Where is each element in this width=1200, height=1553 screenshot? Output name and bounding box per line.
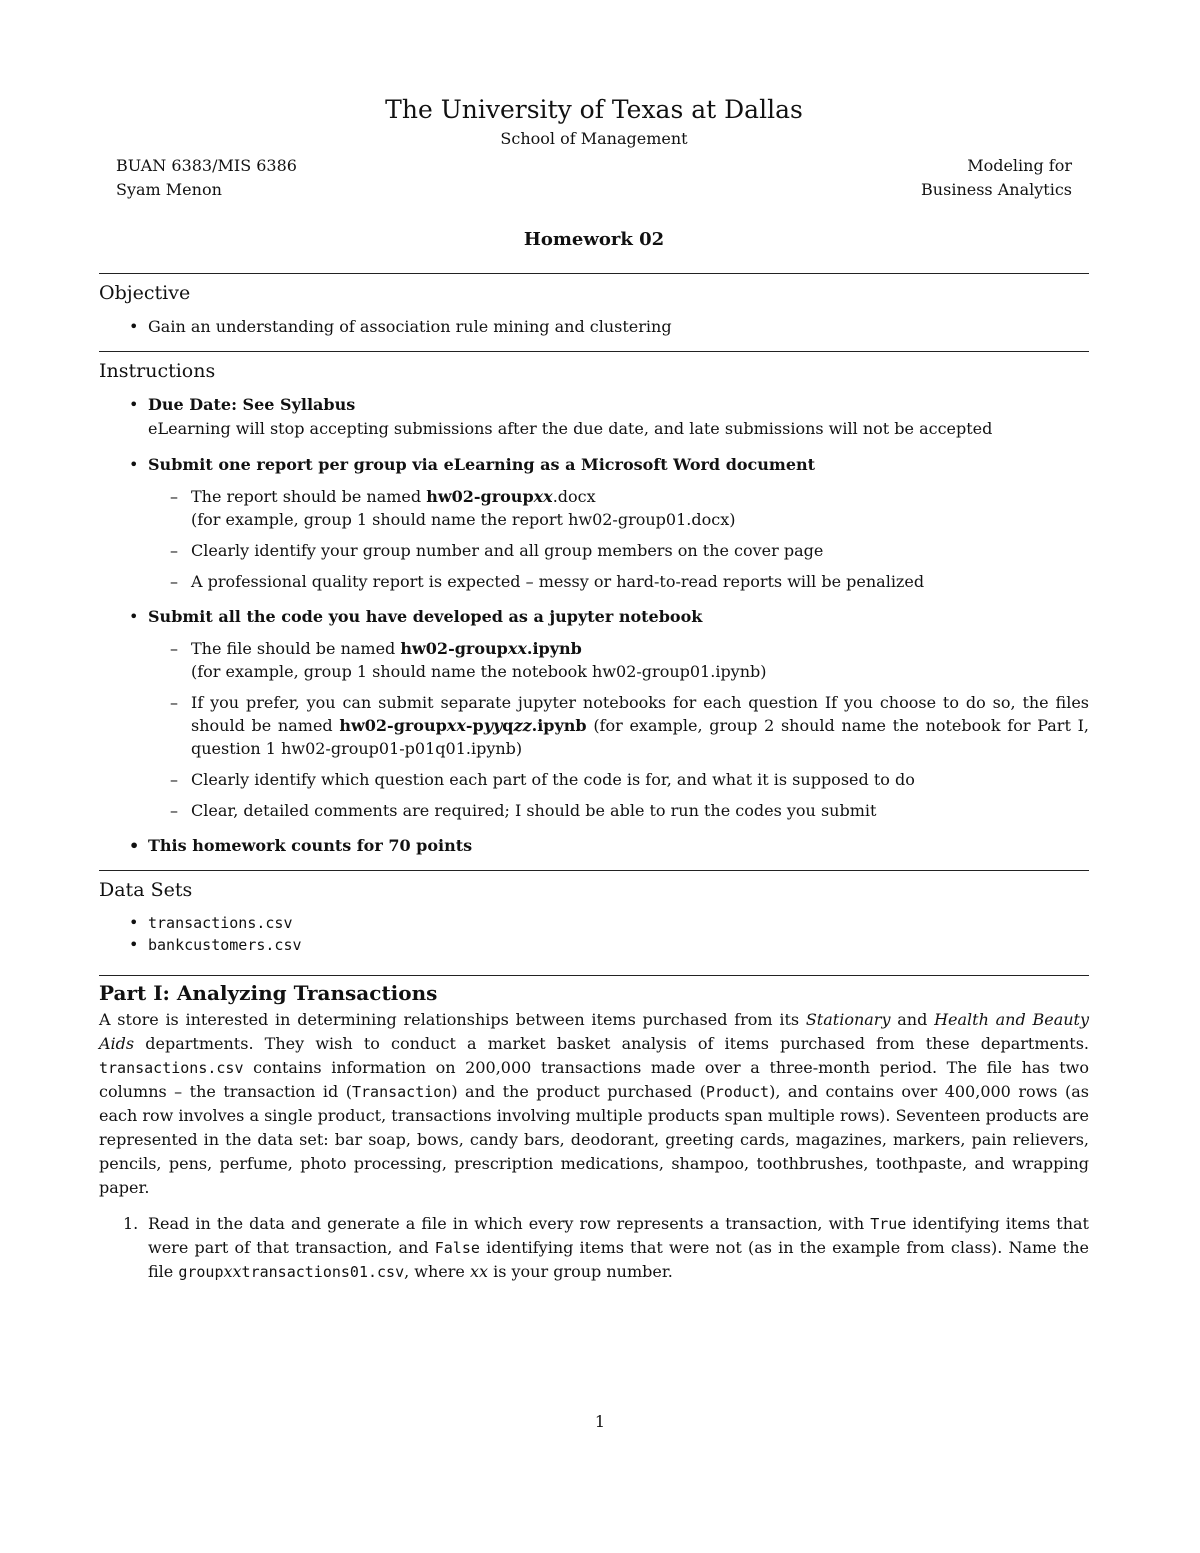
question-text: , where: [404, 1262, 470, 1281]
code-separate-item: [148, 691, 1089, 760]
code-literal: False: [434, 1239, 480, 1257]
datasets-list: [99, 912, 1089, 956]
code-filename-part: hw02-group: [400, 639, 508, 658]
output-filename-var: xx: [223, 1262, 242, 1281]
part1-description: [99, 1008, 1089, 1200]
question-number: 1.: [123, 1214, 139, 1233]
course-code: BUAN 6383/MIS 6386: [116, 156, 297, 175]
separate-example: (for example, group 2 should name the notebook for Part I, question 1 hw02-group01-p01q01.ipynb): [191, 716, 1089, 758]
dept-name: Stationary: [805, 1010, 891, 1029]
instructions-heading: Instructions: [99, 360, 216, 382]
instructions-list: [99, 393, 1089, 858]
course-info-left: [116, 154, 297, 202]
code-heading: • Submit all the code you have developed as a jupyter notebook: [148, 607, 703, 626]
desc-text: A store is interested in determining relationships between items purchased from its: [99, 1010, 806, 1029]
dataset-item: [99, 912, 1089, 934]
separate-filename-var: zz: [513, 716, 532, 735]
report-filename-part: hw02-group: [426, 487, 534, 506]
part1-heading: Part I: Analyzing Transactions: [99, 981, 438, 1005]
desc-text: and: [890, 1010, 935, 1029]
objective-item: • Gain an understanding of association rule mining and clustering: [99, 315, 1089, 339]
code-filename-ext: .ipynb: [526, 639, 582, 658]
section-divider: [99, 351, 1089, 352]
separate-filename-var: yy: [483, 716, 503, 735]
column-name: Product: [705, 1083, 770, 1101]
question-text: identifying items that were not (as in the example from class). Name the file: [148, 1238, 1090, 1281]
desc-text: ), and contains over 400,000 rows (as each row involves a single product, transactions involving multiple products span multiple rows). Seventeen products are represented in the data set: bar soap, bows, candy bars, deodorant, greeting cards, magazines, markers, pain relievers, pencils, pens, perfume, photo processing, prescription medications, shampoo, toothbrushes, toothpaste, and wrapping paper.: [99, 1082, 1089, 1197]
school-name: School of Management: [500, 129, 688, 148]
desc-text: contains information on 200,000 transactions made over a three-month period. The file has two columns – the transaction id (: [99, 1058, 1089, 1101]
homework-title: Homework 02: [523, 229, 665, 250]
output-filename: transactions01.csv: [241, 1263, 405, 1281]
report-filename-ext: .docx: [552, 487, 596, 506]
code-identify-item: – Clearly identify which question each part of the code is for, and what it is supposed to do: [148, 768, 1089, 791]
question-text: is your group number.: [488, 1262, 673, 1281]
column-name: Transaction: [352, 1083, 452, 1101]
code-naming-example: (for example, group 1 should name the notebook hw02-group01.ipynb): [191, 662, 767, 681]
code-literal: True: [870, 1215, 907, 1233]
document-page: [99, 90, 1089, 1284]
dataset-filename: bankcustomers.csv: [148, 936, 302, 954]
separate-filename-var: xx: [446, 716, 466, 735]
separate-text: If you prefer, you can submit separate jupyter notebooks for each question If you choose to do so, the files should be named: [191, 693, 1089, 735]
report-naming-text: The report should be named: [191, 487, 427, 506]
dataset-filename: transactions.csv: [148, 914, 293, 932]
dataset-filename: transactions.csv: [99, 1059, 244, 1077]
datasets-heading: Data Sets: [99, 879, 193, 901]
course-title-line1: Modeling for: [967, 156, 1072, 175]
section-divider: [99, 870, 1089, 871]
separate-filename-ext: .ipynb: [531, 716, 587, 735]
report-heading: • Submit one report per group via eLearning as a Microsoft Word document: [148, 455, 816, 474]
report-sublist: [148, 485, 1089, 593]
report-naming-item: [148, 485, 1089, 531]
code-comments-item: – Clear, detailed comments are required; I should be able to run the codes you submit: [148, 799, 1089, 822]
report-filename-var: xx: [533, 487, 553, 506]
desc-text: ) and the product purchased (: [451, 1082, 706, 1101]
group-var: xx: [469, 1262, 488, 1281]
section-divider: [99, 273, 1089, 274]
separate-filename-part: -p: [465, 716, 484, 735]
question-text: Read in the data and generate a file in which every row represents a transaction, with: [148, 1214, 871, 1233]
question-text: identifying items that were part of that transaction, and: [148, 1214, 1089, 1257]
report-quality-item: – A professional quality report is expected – messy or hard-to-read reports will be penalized: [148, 570, 1089, 593]
separate-filename-part: hw02-group: [339, 716, 447, 735]
section-divider: [99, 975, 1089, 976]
due-date-label: • Due Date: See Syllabus: [148, 395, 356, 414]
due-date-item: [99, 393, 1089, 441]
separate-filename-part: q: [502, 716, 514, 735]
dept-name: Health and Beauty Aids: [99, 1010, 1090, 1053]
course-title-line2: Business Analytics: [921, 180, 1072, 199]
points-item: • This homework counts for 70 points: [99, 834, 1089, 858]
university-title: The University of Texas at Dallas: [385, 95, 803, 124]
course-header: [116, 154, 1072, 202]
code-filename-var: xx: [507, 639, 527, 658]
objective-heading: Objective: [99, 282, 191, 304]
code-naming-text: The file should be named: [191, 639, 401, 658]
part1-questions: [99, 1212, 1089, 1284]
report-cover-item: – Clearly identify your group number and all group members on the cover page: [148, 539, 1089, 562]
due-date-note: eLearning will stop accepting submissions after the due date, and late submissions will not be accepted: [148, 419, 993, 438]
dataset-item: [99, 934, 1089, 956]
output-filename: group: [178, 1263, 224, 1281]
code-sublist: [148, 637, 1089, 822]
instructor-name: Syam Menon: [116, 180, 222, 199]
report-naming-example: (for example, group 1 should name the report hw02-group01.docx): [191, 510, 736, 529]
report-item: [99, 453, 1089, 593]
page-number: 1: [594, 1412, 606, 1431]
desc-text: departments. They wish to conduct a market basket analysis of items purchased from these departments.: [134, 1034, 1089, 1053]
objective-list: [99, 315, 1089, 339]
course-info-right: [921, 154, 1072, 202]
code-naming-item: [148, 637, 1089, 683]
question-item: [99, 1212, 1089, 1284]
code-item: [99, 605, 1089, 822]
